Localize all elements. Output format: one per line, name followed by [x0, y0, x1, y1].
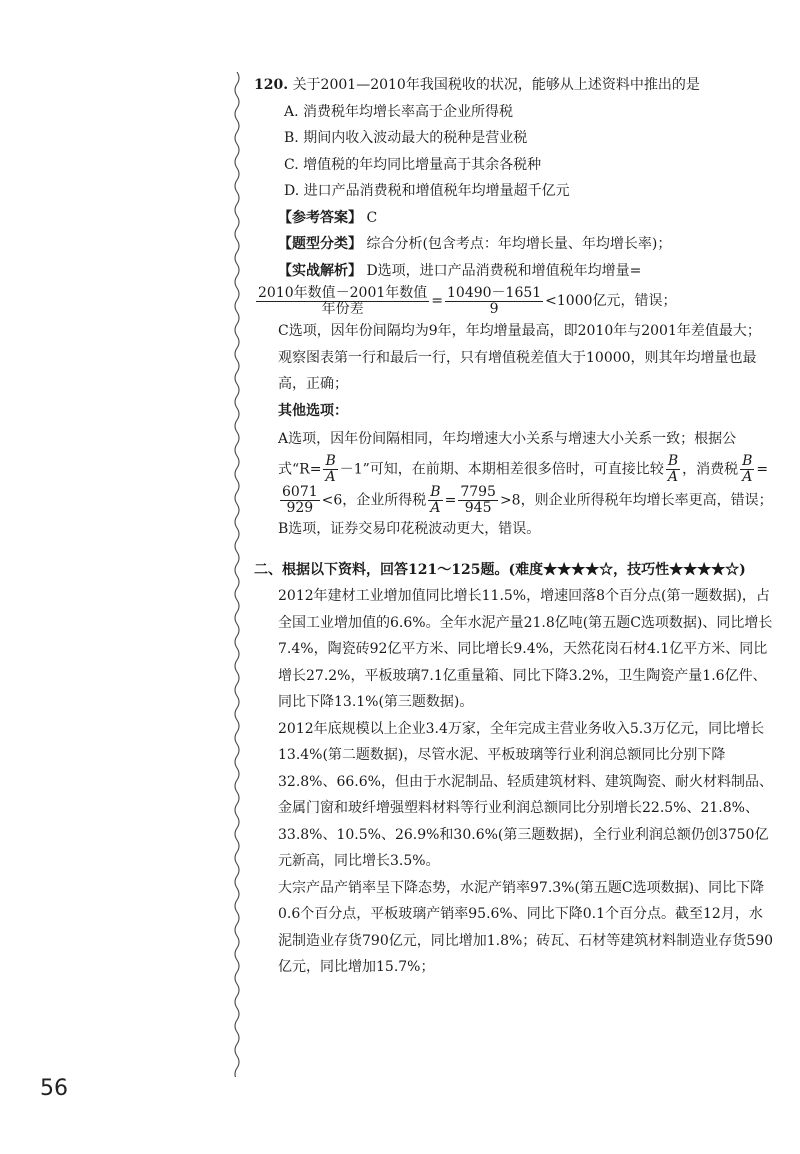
ratio-fraction — [666, 454, 680, 485]
answer-value: C — [366, 209, 378, 226]
question-type — [254, 231, 774, 258]
analysis-label: 【实战解析】 — [278, 262, 362, 279]
page-number: 56 — [40, 1076, 68, 1101]
analysis-d — [254, 258, 774, 285]
fraction-denominator: 9 — [489, 300, 499, 317]
analysis-d-formula — [254, 284, 774, 318]
fraction-numerator: B — [430, 484, 441, 500]
analysis-d-text: D选项，进口产品消费税和增值税年均增量= — [366, 262, 642, 279]
fraction-numerator: B — [742, 453, 753, 469]
fraction-year-diff — [256, 286, 429, 317]
material-paragraph-3: 大宗产品产销率呈下降态势，水泥产销率97.3%(第五题C选项数据)、同比下降0.6个百分点，平板玻璃产销率95.6%、同比下降0.1个百分点。截至12月，水泥制造业存货790亿元，同比增加1.8%；砖瓦、石材等建筑材料制造业存货590亿元，同比增加15.7%； — [278, 879, 774, 975]
fraction-numerator: 2010年数值－2001年数值 — [258, 284, 428, 301]
type-label: 【题型分类】 — [278, 236, 362, 252]
income-tax-ratio-fraction — [428, 485, 442, 516]
fraction-numerator: 6071 — [282, 484, 318, 500]
equals-sign: = — [431, 293, 443, 309]
fraction-numerator: 10490－1651 — [447, 284, 542, 301]
formula-fraction — [323, 454, 337, 485]
analysis-a-text: A选项，因年份间隔相同，年均增速大小关系与增速大小关系一致；根据公式“R= — [278, 431, 737, 478]
analysis-a-text-5: <6，企业所得税 — [321, 492, 427, 509]
page-content — [254, 72, 774, 981]
fraction-denominator: 年份差 — [321, 300, 364, 317]
section-two-heading: 二、根据以下资料，回答121～125题。(难度★★★★☆，技巧性★★★★☆) — [254, 561, 746, 578]
fraction-denominator: A — [742, 469, 753, 485]
fraction-denominator: A — [667, 469, 679, 485]
fraction-6071-929 — [280, 485, 320, 516]
fraction-numerator: B — [325, 453, 336, 469]
fraction-numerator: B — [667, 453, 679, 469]
material-paragraph-1: 2012年建材工业增加值同比增长11.5%，增速回落8个百分点(第一题数据)，占全国工业增加值的6.6%。全年水泥产量21.8亿吨(第五题C选项数据)、同比增长7.4%，陶瓷砖92亿平方米、同比增长9.4%，天然花岗石材4.1亿平方米、同比增长27.2%，平板玻璃7.1亿重量箱、同比下降3.2%，卫生陶瓷产量1.6亿件、同比下降13.1%(第三题数据)。 — [278, 588, 773, 710]
reference-answer — [254, 205, 774, 232]
analysis-c: C选项，因年份间隔均为9年，年均增量最高，即2010年与2001年差值最大；观察图表第一行和最后一行，只有增值税差值大于10000，则其年均增量也最高，正确； — [278, 323, 761, 392]
other-options-label: 其他选项： — [278, 402, 348, 419]
fraction-denominator: A — [430, 500, 441, 516]
analysis-a: A选项，因年份间隔相同，年均增速大小关系与增速大小关系一致；根据公式“R= $\frac{B}{A}$ －1”可知，在前期、本期相差很多倍时，可直接比较 $\frac{B}{A}$ ，消费税 $\frac{B}{A}$ = $\frac{6071}{929}$ <6，企业所得税 $\frac{B}{A}$ = $\frac{7795}{945}$ >8，则企业所得税年均增长率更高，错误； — [278, 431, 773, 516]
question-120-title — [254, 72, 774, 99]
answer-label: 【参考答案】 — [278, 209, 362, 226]
fraction-denominator: 929 — [286, 500, 314, 516]
fraction-values — [445, 286, 543, 317]
material-paragraph-2: 2012年底规模以上企业3.4万家，全年完成主营业务收入5.3万亿元，同比增长13.4%(第二题数据)，尽管水泥、平板玻璃等行业利润总额同比分别下降32.8%、66.6%，但由于水泥制品、轻质建筑材料、建筑陶瓷、耐火材料制品、金属门窗和玻纤增强塑料材料等行业利润总额同比分别增长22.5%、21.8%、33.8%、10.5%、26.9%和30.6%(第三题数据)，全行业利润总额仍创3750亿元新高，同比增长3.5%。 — [278, 720, 773, 869]
fraction-numerator: 7795 — [460, 484, 496, 500]
consumption-tax-ratio-fraction — [740, 454, 754, 485]
analysis-a-text-2: －1”可知，在前期、本期相差很多倍时，可直接比 — [339, 461, 650, 478]
type-value: 综合分析(包含考点：年均增长量、年均增长率)； — [366, 236, 672, 252]
option-a: A. 消费税年均增长率高于企业所得税 — [284, 103, 514, 120]
wavy-margin-line — [232, 72, 242, 1077]
option-b: B. 期间内收入波动最大的税种是营业税 — [284, 130, 528, 146]
question-number: 120. — [254, 77, 289, 93]
question-text: 关于2001—2010年我国税收的状况，能够从上述资料中推出的是 — [292, 77, 700, 93]
fraction-7795-945 — [458, 485, 498, 516]
fraction-denominator: 945 — [464, 500, 492, 516]
option-d: D. 进口产品消费税和增值税年均增量超千亿元 — [284, 183, 570, 199]
analysis-d-conclusion: <1000亿元，错误； — [545, 293, 677, 309]
analysis-b: B选项，证券交易印花税波动更大，错误。 — [278, 521, 541, 537]
analysis-a-text-6: >8，则企业所得税年均增长率更高，错误； — [499, 492, 773, 509]
fraction-denominator: A — [325, 469, 336, 485]
option-c: C. 增值税的年均同比增量高于其余各税种 — [284, 156, 542, 173]
analysis-a-text-3: 较 — [649, 461, 664, 478]
analysis-a-text-4: ，消费税 — [682, 461, 739, 478]
